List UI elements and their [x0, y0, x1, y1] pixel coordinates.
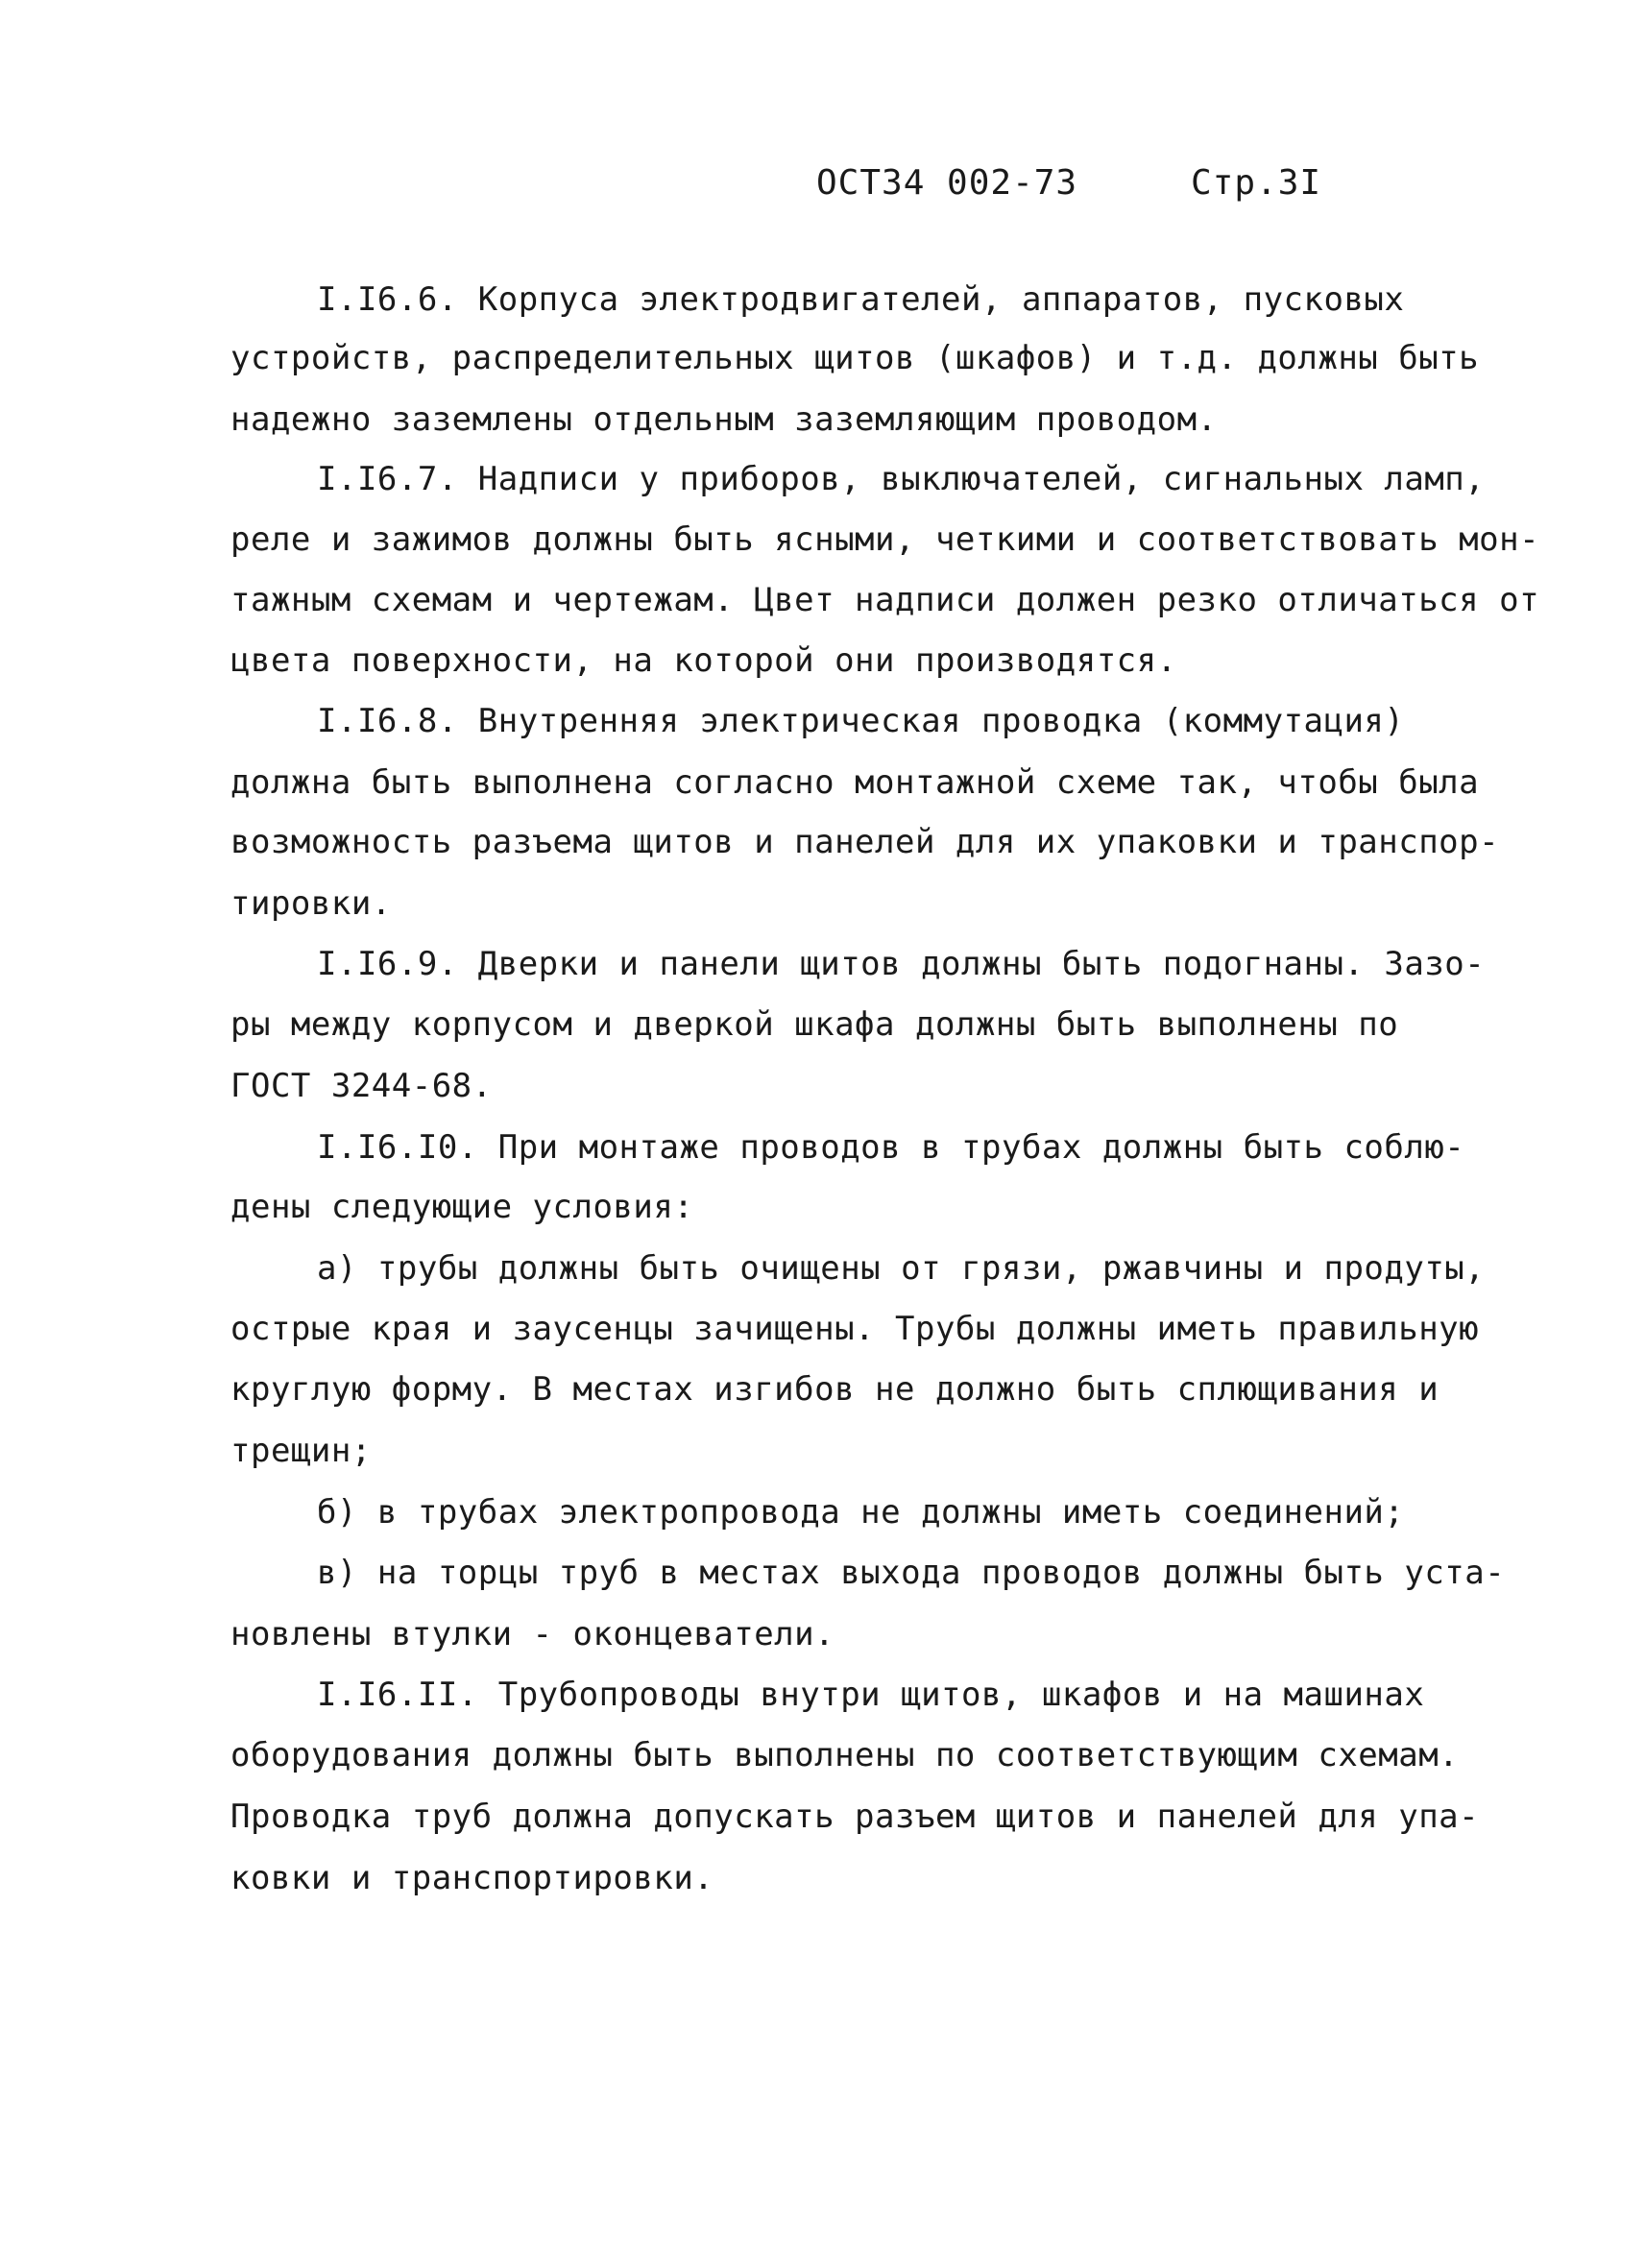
paragraph-line: трещин;	[230, 1432, 372, 1470]
paragraph-1-16-9-line: I.I6.9. Дверки и панели щитов должны быть подогнаны. Зазо-	[317, 945, 1486, 983]
paragraph-line: возможность разъема щитов и панелей для их упаковки и транспор-	[230, 823, 1500, 861]
paragraph-line: устройств, распределительных щитов (шкафов) и т.д. должны быть	[230, 339, 1480, 377]
paragraph-1-16-10-line: I.I6.I0. При монтаже проводов в трубах должны быть соблю-	[317, 1128, 1465, 1167]
paragraph-line: ГОСТ 3244-68.	[230, 1067, 493, 1105]
page-number: Стр.3I	[1191, 163, 1322, 203]
paragraph-1-16-11-line: I.I6.II. Трубопроводы внутри щитов, шкафов и на машинах	[317, 1676, 1425, 1714]
paragraph-line: острые края и заусенцы зачищены. Трубы должны иметь правильную	[230, 1310, 1480, 1348]
paragraph-line: должна быть выполнена согласно монтажной схеме так, чтобы была	[230, 763, 1480, 802]
paragraph-line: тажным схемам и чертежам. Цвет надписи должен резко отличаться от	[230, 581, 1540, 619]
list-item-a-line: а) трубы должны быть очищены от грязи, ржавчины и продуты,	[317, 1249, 1486, 1288]
paragraph-1-16-6-line: I.I6.6. Корпуса электродвигателей, аппаратов, пусковых	[317, 280, 1405, 319]
paragraph-line: круглую форму. В местах изгибов не должно быть сплющивания и	[230, 1370, 1439, 1409]
paragraph-line: новлены втулки - оконцеватели.	[230, 1615, 835, 1653]
paragraph-line: тировки.	[230, 884, 392, 923]
list-item-v-line: в) на торцы труб в местах выхода проводов должны быть уста-	[317, 1554, 1506, 1592]
paragraph-line: ковки и транспортировки.	[230, 1859, 714, 1897]
paragraph-line: цвета поверхности, на которой они производятся.	[230, 641, 1177, 680]
paragraph-line: ры между корпусом и дверкой шкафа должны быть выполнены по	[230, 1005, 1399, 1044]
paragraph-line: Проводка труб должна допускать разъем щитов и панелей для упа-	[230, 1798, 1480, 1836]
standard-number: ОСТ34 002-73	[816, 163, 1078, 203]
paragraph-line: надежно заземлены отдельным заземляющим проводом.	[230, 400, 1218, 439]
paragraph-1-16-8-line: I.I6.8. Внутренняя электрическая проводка (коммутация)	[317, 702, 1405, 740]
paragraph-line: оборудования должны быть выполнены по соответствующим схемам.	[230, 1736, 1460, 1774]
paragraph-1-16-7-line: I.I6.7. Надписи у приборов, выключателей, сигнальных ламп,	[317, 460, 1486, 498]
paragraph-line: дены следующие условия:	[230, 1188, 694, 1226]
paragraph-line: реле и зажимов должны быть ясными, четкими и соответствовать мон-	[230, 520, 1540, 559]
list-item-b-line: б) в трубах электропровода не должны иметь соединений;	[317, 1493, 1405, 1532]
